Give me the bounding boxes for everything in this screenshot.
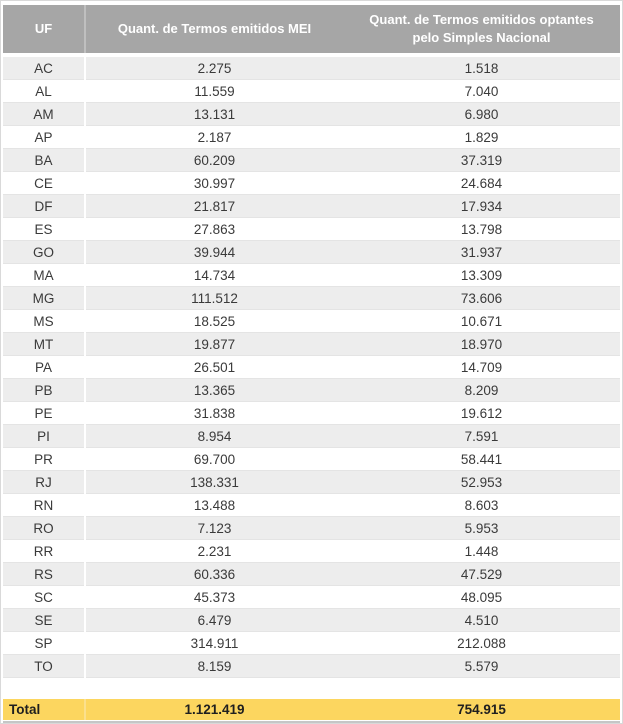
table-row — [3, 356, 620, 379]
uf-cell: MG — [3, 287, 85, 310]
uf-cell: SP — [3, 632, 85, 655]
simples-value-cell: 5.953 — [343, 517, 620, 540]
uf-cell: RR — [3, 540, 85, 563]
uf-cell: SE — [3, 609, 85, 632]
mei-value-cell: 39.944 — [85, 241, 343, 264]
mei-value-cell: 138.331 — [85, 471, 343, 494]
uf-cell: TO — [3, 655, 85, 678]
spacer-cell — [3, 678, 620, 700]
uf-cell: BA — [3, 149, 85, 172]
uf-cell: DF — [3, 195, 85, 218]
uf-terms-table — [3, 5, 620, 720]
mei-value-cell: 314.911 — [85, 632, 343, 655]
column-header-uf: UF — [3, 5, 85, 55]
table-row — [3, 195, 620, 218]
mei-value-cell: 21.817 — [85, 195, 343, 218]
table-row — [3, 126, 620, 149]
simples-value-cell: 7.591 — [343, 425, 620, 448]
mei-value-cell: 8.159 — [85, 655, 343, 678]
table-row — [3, 632, 620, 655]
uf-cell: GO — [3, 241, 85, 264]
simples-value-cell: 52.953 — [343, 471, 620, 494]
mei-value-cell: 6.479 — [85, 609, 343, 632]
mei-value-cell: 8.954 — [85, 425, 343, 448]
simples-value-cell: 17.934 — [343, 195, 620, 218]
simples-value-cell: 19.612 — [343, 402, 620, 425]
table-row — [3, 655, 620, 678]
mei-value-cell: 30.997 — [85, 172, 343, 195]
simples-value-cell: 10.671 — [343, 310, 620, 333]
simples-value-cell: 24.684 — [343, 172, 620, 195]
mei-value-cell: 60.336 — [85, 563, 343, 586]
table-row — [3, 563, 620, 586]
simples-value-cell: 47.529 — [343, 563, 620, 586]
simples-value-cell: 1.518 — [343, 55, 620, 80]
mei-value-cell: 18.525 — [85, 310, 343, 333]
mei-value-cell: 13.131 — [85, 103, 343, 126]
uf-cell: AM — [3, 103, 85, 126]
uf-cell: PR — [3, 448, 85, 471]
simples-value-cell: 1.829 — [343, 126, 620, 149]
total-simples-value: 754.915 — [343, 699, 620, 720]
table-row — [3, 517, 620, 540]
total-mei-value: 1.121.419 — [85, 699, 343, 720]
simples-value-cell: 37.319 — [343, 149, 620, 172]
mei-value-cell: 14.734 — [85, 264, 343, 287]
simples-value-cell: 212.088 — [343, 632, 620, 655]
simples-value-cell: 14.709 — [343, 356, 620, 379]
mei-value-cell: 26.501 — [85, 356, 343, 379]
simples-value-cell: 73.606 — [343, 287, 620, 310]
uf-cell: PE — [3, 402, 85, 425]
uf-cell: RO — [3, 517, 85, 540]
table-row — [3, 241, 620, 264]
table-row — [3, 333, 620, 356]
mei-value-cell: 19.877 — [85, 333, 343, 356]
table-row — [3, 586, 620, 609]
table-row — [3, 402, 620, 425]
mei-value-cell: 13.488 — [85, 494, 343, 517]
table-row — [3, 609, 620, 632]
uf-cell: PB — [3, 379, 85, 402]
total-row — [3, 699, 620, 720]
table-row — [3, 149, 620, 172]
uf-cell: AC — [3, 55, 85, 80]
mei-value-cell: 7.123 — [85, 517, 343, 540]
uf-cell: AL — [3, 80, 85, 103]
simples-value-cell: 31.937 — [343, 241, 620, 264]
header-row — [3, 5, 620, 55]
spacer-row — [3, 678, 620, 700]
table-row — [3, 425, 620, 448]
table-row — [3, 310, 620, 333]
uf-cell: RN — [3, 494, 85, 517]
simples-value-cell: 8.209 — [343, 379, 620, 402]
simples-value-cell: 58.441 — [343, 448, 620, 471]
table-row — [3, 218, 620, 241]
table-row — [3, 55, 620, 80]
table-row — [3, 494, 620, 517]
table-header — [3, 5, 620, 55]
simples-value-cell: 8.603 — [343, 494, 620, 517]
uf-cell: MS — [3, 310, 85, 333]
uf-cell: RS — [3, 563, 85, 586]
simples-value-cell: 13.309 — [343, 264, 620, 287]
table-row — [3, 80, 620, 103]
uf-cell: MA — [3, 264, 85, 287]
table-row — [3, 172, 620, 195]
simples-value-cell: 48.095 — [343, 586, 620, 609]
simples-value-cell: 18.970 — [343, 333, 620, 356]
uf-cell: ES — [3, 218, 85, 241]
mei-value-cell: 13.365 — [85, 379, 343, 402]
table-row — [3, 471, 620, 494]
simples-value-cell: 4.510 — [343, 609, 620, 632]
simples-value-cell: 7.040 — [343, 80, 620, 103]
table-row — [3, 264, 620, 287]
mei-value-cell: 2.275 — [85, 55, 343, 80]
table-row — [3, 379, 620, 402]
table-row — [3, 287, 620, 310]
table-footer — [3, 678, 620, 721]
uf-cell: PI — [3, 425, 85, 448]
uf-cell: SC — [3, 586, 85, 609]
mei-value-cell: 69.700 — [85, 448, 343, 471]
total-label: Total — [3, 699, 85, 720]
mei-value-cell: 11.559 — [85, 80, 343, 103]
simples-value-cell: 6.980 — [343, 103, 620, 126]
uf-cell: PA — [3, 356, 85, 379]
mei-value-cell: 2.231 — [85, 540, 343, 563]
table-row — [3, 448, 620, 471]
table-row — [3, 540, 620, 563]
uf-cell: MT — [3, 333, 85, 356]
mei-value-cell: 111.512 — [85, 287, 343, 310]
uf-cell: RJ — [3, 471, 85, 494]
column-header-mei: Quant. de Termos emitidos MEI — [85, 5, 343, 55]
mei-value-cell: 60.209 — [85, 149, 343, 172]
mei-value-cell: 45.373 — [85, 586, 343, 609]
mei-value-cell: 27.863 — [85, 218, 343, 241]
simples-value-cell: 13.798 — [343, 218, 620, 241]
mei-value-cell: 31.838 — [85, 402, 343, 425]
mei-value-cell: 2.187 — [85, 126, 343, 149]
uf-cell: CE — [3, 172, 85, 195]
column-header-simples-nacional: Quant. de Termos emitidos optantes pelo Simples Nacional — [343, 5, 620, 55]
simples-value-cell: 1.448 — [343, 540, 620, 563]
uf-cell: AP — [3, 126, 85, 149]
table-row — [3, 103, 620, 126]
simples-value-cell: 5.579 — [343, 655, 620, 678]
table-body — [3, 55, 620, 678]
